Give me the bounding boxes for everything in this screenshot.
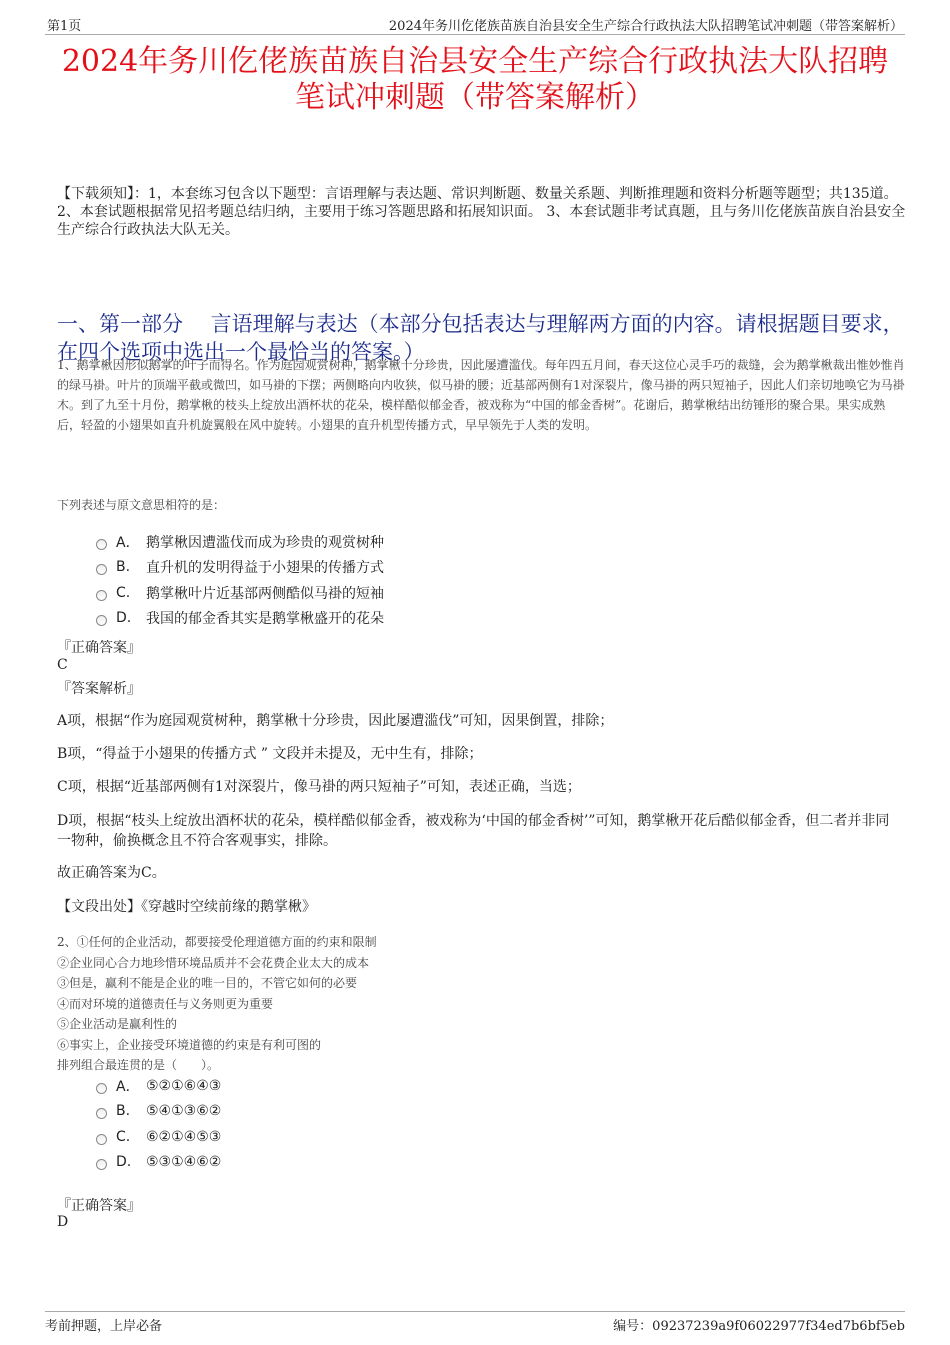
section-heading: 一、第一部分 言语理解与表达（本部分包括表达与理解两方面的内容。请根据题目要求，在四个选项中选出一个最恰当的答案。） <box>57 312 904 364</box>
q2-correct-answer-label: 『正确答案』 <box>57 1198 141 1214</box>
q2-line: ⑤企业活动是赢利性的 <box>57 1017 178 1031</box>
correct-answer-value: C <box>57 657 68 673</box>
option-letter: C. <box>116 584 131 601</box>
q2-prompt: 排列组合最连贯的是（ ）。 <box>57 1058 220 1072</box>
correct-answer-label: 『正确答案』 <box>57 640 141 656</box>
option-text: 直升机的发明得益于小翅果的传播方式 <box>146 560 384 577</box>
page-number: 第1页 <box>47 19 82 34</box>
title-line-2: 笔试冲刺题（带答案解析） <box>295 80 655 115</box>
analysis-item-b: B项，“得益于小翅果的传播方式 ” 文段并未提及，无中生有，排除； <box>57 746 483 762</box>
analysis-item-a: A项，根据“作为庭园观赏树种，鹅掌楸十分珍贵，因此屡遭滥伐”可知，因果倒置，排除； <box>57 713 614 729</box>
question-2-options <box>96 1073 221 1175</box>
option-text: ⑤②①⑥④③ <box>146 1077 222 1094</box>
q2-line: ③但是，赢利不能是企业的唯一目的，不管它如何的必要 <box>57 976 358 990</box>
question-1-stem: 1、鹅掌楸因形似鹅掌的叶子而得名。作为庭园观赏树种，鹅掌楸十分珍贵，因此屡遭滥伐。每年四五月间，春天这位心灵手巧的裁缝，会为鹅掌楸裁出惟妙惟肖的绿马褂。叶片的顶端平截或微凹，如马褂的下摆；两侧略向内收狭，似马褂的腰；近基部两侧有1对深裂片，像马褂的两只短袖子，因此人们亲切地唤它为马褂木。到了九至十月份，鹅掌楸的枝头上绽放出酒杯状的花朵，模样酷似郁金香，被戏称为“中国的郁金香树”。花谢后，鹅掌楸结出纺锤形的聚合果。果实成熟后，轻盈的小翅果如直升机旋翼般在风中旋转。小翅果的直升机型传播方式，早早领先于人类的发明。 <box>57 358 905 432</box>
question-2-stem <box>57 932 377 1076</box>
document-title <box>40 44 910 116</box>
footer-slogan: 考前押题，上岸必备 <box>45 1319 163 1334</box>
analysis-item-d: D项，根据“枝头上绽放出酒杯状的花朵，模样酷似郁金香，被戏称为‘中国的郁金香树’”可知，鹅掌楸开花后酷似郁金香，但二者并非同一物种，偷换概念且不符合客观事实，排除。 <box>57 813 890 849</box>
option-letter: B. <box>116 1103 131 1120</box>
question-1-prompt: 下列表述与原文意思相符的是： <box>57 498 226 512</box>
download-notice: 【下载须知】：1，本套练习包含以下题型：言语理解与表达题、常识判断题、数量关系题、判断推理题和资料分析题等题型；共135道。 2、本套试题根据常见招考题总结归纳，主要用于练习答题思路和拓展知识面。 3、本套试题非考试真题，且与务川仡佬族苗族自治县安全生产综合行政执法大队无关。 <box>57 186 906 238</box>
option-text: 鹅掌楸因遭滥伐而成为珍贵的观赏树种 <box>146 534 384 551</box>
radio-button[interactable] <box>96 1134 107 1145</box>
radio-button[interactable] <box>96 615 107 626</box>
footer-serial: 编号：09237239a9f06022977f34ed7b6bf5eb <box>613 1319 905 1334</box>
q2-line: 2、①任何的企业活动，都要接受伦理道德方面的约束和限制 <box>57 935 377 949</box>
radio-button[interactable] <box>96 590 107 601</box>
radio-button[interactable] <box>96 1083 107 1094</box>
option-text: ⑥②①④⑤③ <box>146 1128 222 1145</box>
option-letter: A． <box>116 1078 140 1095</box>
analysis-conclusion: 故正确答案为C。 <box>57 865 166 881</box>
option-text: 我国的郁金香其实是鹅掌楸盛开的花朵 <box>146 611 384 628</box>
option-c[interactable] <box>96 1124 221 1150</box>
radio-button[interactable] <box>96 1159 107 1170</box>
option-text: ⑤④①③⑥② <box>146 1103 222 1120</box>
header-doc-title: 2024年务川仡佬族苗族自治县安全生产综合行政执法大队招聘笔试冲刺题（带答案解析） <box>388 19 903 34</box>
q2-correct-answer-value: D <box>57 1214 69 1230</box>
option-d[interactable] <box>96 1150 221 1176</box>
option-letter: B. <box>116 559 131 576</box>
option-letter: C. <box>116 1128 131 1145</box>
page-footer <box>45 1311 905 1334</box>
option-text: 鹅掌楸叶片近基部两侧酷似马褂的短袖 <box>146 585 384 602</box>
title-line-1: 2024年务川仡佬族苗族自治县安全生产综合行政执法大队招聘 <box>61 44 889 79</box>
option-c[interactable] <box>96 580 384 606</box>
option-a[interactable] <box>96 1073 221 1099</box>
q2-line: ④而对环境的道德责任与义务则更为重要 <box>57 996 274 1011</box>
radio-button[interactable] <box>96 539 107 550</box>
page-header <box>45 12 905 35</box>
option-a[interactable] <box>96 529 384 555</box>
analysis-item-c: C项，根据“近基部两侧有1对深裂片，像马褂的两只短袖子”可知，表述正确，当选； <box>57 779 581 795</box>
option-letter: A． <box>116 534 140 551</box>
option-letter: D. <box>116 610 132 627</box>
radio-button[interactable] <box>96 1108 107 1119</box>
radio-button[interactable] <box>96 564 107 575</box>
option-b[interactable] <box>96 1099 221 1125</box>
passage-source: 【文段出处】《穿越时空续前缘的鹅掌楸》 <box>57 899 316 915</box>
option-letter: D. <box>116 1154 132 1171</box>
option-d[interactable] <box>96 606 384 632</box>
q2-line: ⑥事实上，企业接受环境道德的约束是有利可图的 <box>57 1037 322 1052</box>
option-text: ⑤③①④⑥② <box>146 1154 222 1171</box>
q2-line: ②企业同心合力地珍惜环境品质并不会花费企业太大的成本 <box>57 955 370 970</box>
analysis-label: 『答案解析』 <box>57 681 141 697</box>
option-b[interactable] <box>96 555 384 581</box>
question-1-options <box>96 529 384 631</box>
